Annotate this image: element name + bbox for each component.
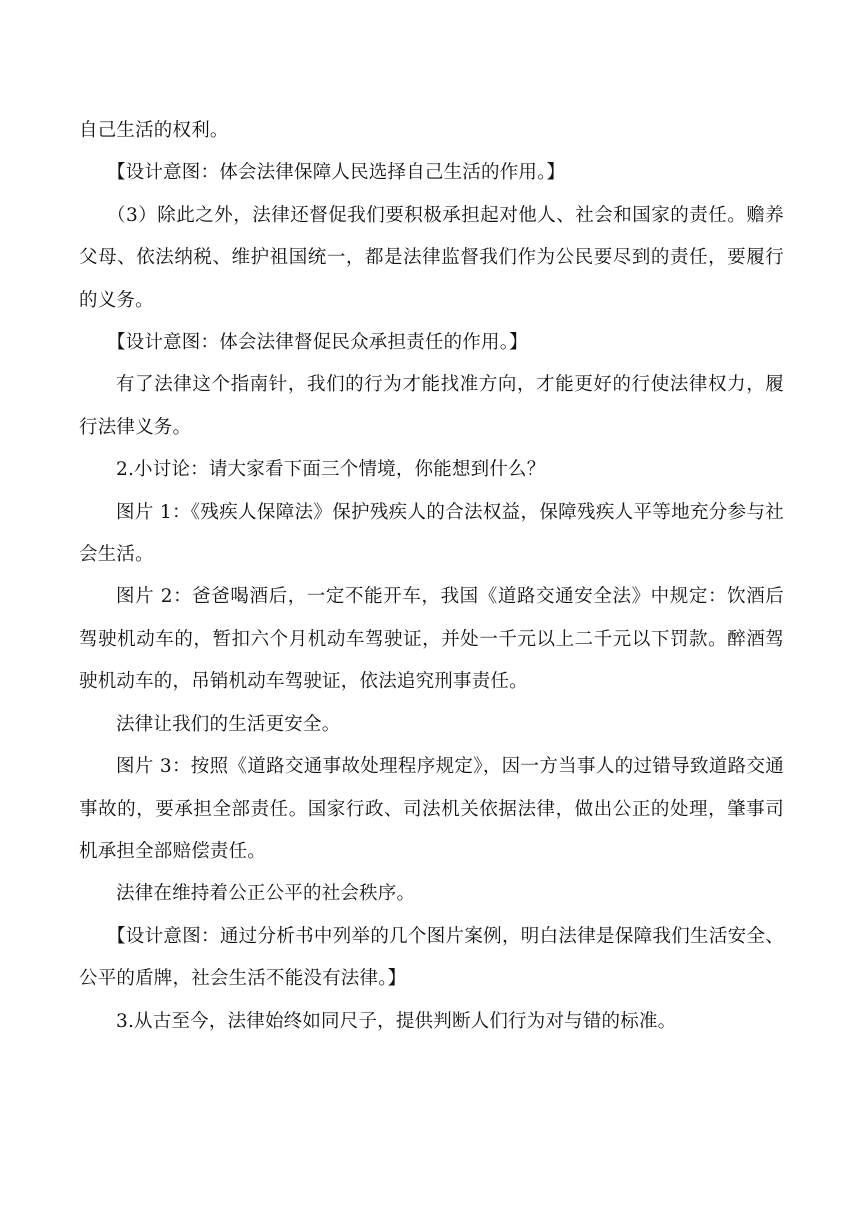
paragraph-picture-2: 图片 2：爸爸喝酒后，一定不能开车，我国《道路交通安全法》中规定：饮酒后驾驶机动车的，暂扣六个月机动车驾驶证，并处一千元以上二千元以下罚款。醉酒驾驶机动车的，吊销机动车驾驶证，依法追究刑事责任。 (79, 586, 784, 693)
paragraph-picture-1: 图片 1：《残疾人保障法》保护残疾人的合法权益，保障残疾人平等地充分参与社会生活。 (79, 501, 784, 566)
document-body (79, 110, 784, 1043)
section-heading-ruler: 3.从古至今，法律始终如同尺子，提供判断人们行为对与错的标准。 (116, 1010, 677, 1032)
paragraph-law-responsibility: （3）除此之外，法律还督促我们要积极承担起对他人、社会和国家的责任。赡养父母、依法纳税、维护祖国统一，都是法律监督我们作为公民要尽到的责任，要履行的义务。 (79, 204, 784, 311)
design-intent-note: 【设计意图：体会法律督促民众承担责任的作用。】 (107, 332, 528, 354)
design-intent-note: 【设计意图：通过分析书中列举的几个图片案例，明白法律是保障我们生活安全、公平的盾牌，社会生活不能没有法律。】 (79, 925, 784, 990)
section-heading-discussion: 2.小讨论：请大家看下面三个情境，你能想到什么？ (116, 459, 546, 481)
paragraph-conclusion-order: 法律在维持着公正公平的社会秩序。 (116, 883, 416, 905)
paragraph-continuation: 自己生活的权利。 (79, 120, 229, 141)
paragraph-picture-3: 图片 3：按照《道路交通事故处理程序规定》，因一方当事人的过错导致道路交通事故的，要承担全部责任。国家行政、司法机关依据法律，做出公正的处理，肇事司机承担全部赔偿责任。 (79, 756, 784, 862)
design-intent-note: 【设计意图：体会法律保障人民选择自己生活的作用。】 (107, 162, 566, 184)
paragraph-conclusion-safety: 法律让我们的生活更安全。 (116, 713, 341, 735)
paragraph-compass: 有了法律这个指南针，我们的行为才能找准方向，才能更好的行使法律权力，履行法律义务。 (79, 374, 784, 438)
